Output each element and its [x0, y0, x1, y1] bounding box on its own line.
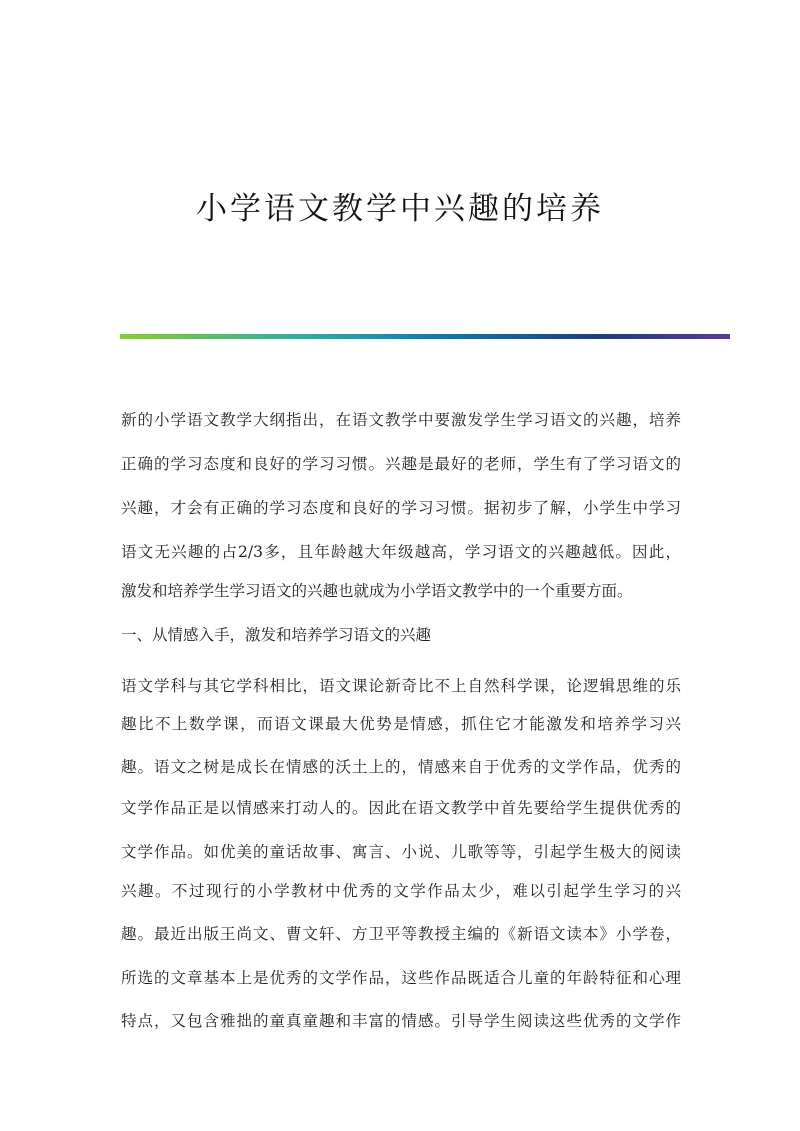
paragraph-line: 兴趣。不过现行的小学教材中优秀的文学作品太少，难以引起学生学习的兴 [121, 882, 681, 900]
paragraph-line: 特点，又包含雅拙的童真童趣和丰富的情感。引导学生阅读这些优秀的文学作 [121, 1012, 681, 1030]
paragraph-line: 语文无兴趣的占2/3多，且年龄越大年级越高，学习语文的兴趣越低。因此， [121, 543, 681, 561]
title-divider [120, 334, 730, 339]
paragraph-line: 新的小学语文教学大纲指出，在语文教学中要激发学生学习语文的兴趣，培养 [121, 411, 681, 429]
paragraph-line: 激发和培养学生学习语文的兴趣也就成为小学语文教学中的一个重要方面。 [121, 582, 633, 600]
paragraph-line: 语文学科与其它学科相比，语文课论新奇比不上自然科学课，论逻辑思维的乐 [121, 677, 681, 695]
paragraph-line: 趣比不上数学课，而语文课最大优势是情感，抓住它才能激发和培养学习兴 [121, 715, 681, 733]
paragraph-line: 文学作品正是以情感来打动人的。因此在语文教学中首先要给学生提供优秀的 [121, 799, 681, 817]
paragraph-line: 趣。语文之树是成长在情感的沃土上的，情感来自于优秀的文学作品，优秀的 [121, 758, 681, 776]
section-heading: 一、从情感入手，激发和培养学习语文的兴趣 [121, 626, 432, 644]
document-title: 小学语文教学中兴趣的培养 [196, 191, 604, 227]
paragraph-line: 正确的学习态度和良好的学习习惯。兴趣是最好的老师，学生有了学习语文的 [121, 455, 681, 473]
paragraph-line: 兴趣，才会有正确的学习态度和良好的学习习惯。据初步了解，小学生中学习 [121, 499, 681, 517]
paragraph-line: 趣。最近出版王尚文、曹文轩、方卫平等教授主编的《新语文读本》小学卷， [121, 925, 681, 943]
paragraph-line: 所选的文章基本上是优秀的文学作品，这些作品既适合儿童的年龄特征和心理 [121, 969, 681, 987]
paragraph-line: 文学作品。如优美的童话故事、寓言、小说、儿歌等等，引起学生极大的阅读 [121, 843, 681, 861]
